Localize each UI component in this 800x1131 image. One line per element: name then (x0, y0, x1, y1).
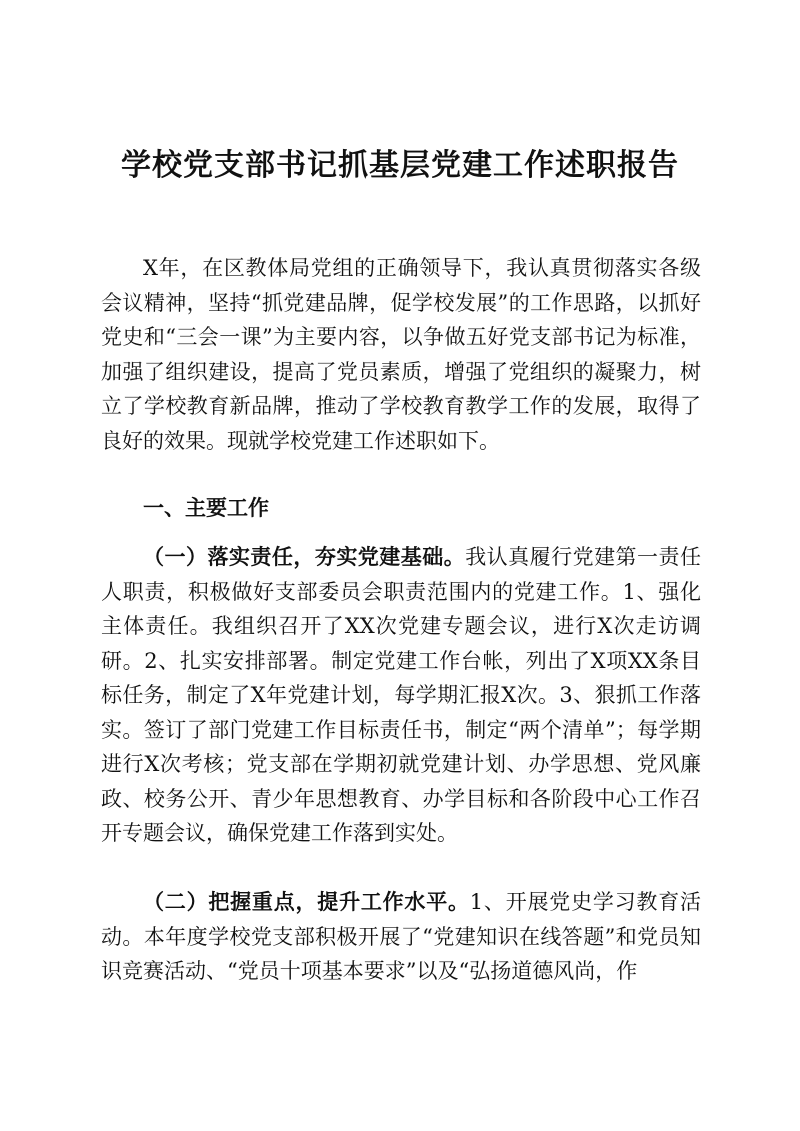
item-1-lead: （一）落实责任，夯实党建基础。 (143, 545, 466, 569)
document-title: 学校党支部书记抓基层党建工作述职报告 (121, 148, 679, 183)
section-heading-main-work: 一、主要工作 (143, 496, 269, 520)
item-1-body: 我认真履行党建第一责任人职责，积极做好支部委员会职责范围内的党建工作。1、强化主体责任。我组织召开了XX次党建专题会议，进行X次走访调研。2、扎实安排部署。制定党建工作台帐，列出了X项XX条目标任务，制定了X年党建计划，每学期汇报X次。3、狠抓工作落实。签订了部门党建工作目标责任书，制定“两个清单”；每学期进行X次考核；党支部在学期初就党建计划、办学思想、党风廉政、校务公开、青少年思想教育、办学目标和各阶段中心工作召开专题会议，确保党建工作落到实处。 (101, 545, 702, 845)
item-2-body: 1、开展党史学习教育活动。本年度学校党支部积极开展了“党建知识在线答题”和党员知识竞赛活动、“党员十项基本要求”以及“弘扬道德风尚，作 (101, 890, 701, 983)
item-2-lead: （二）把握重点，提升工作水平。 (143, 890, 470, 914)
intro-paragraph: X年，在区教体局党组的正确领导下，我认真贯彻落实各级会议精神，坚持“抓党建品牌，促学校发展”的工作思路，以抓好党史和“三会一课”为主要内容，以争做五好党支部书记为标准，加强了组织建设，提高了党员素质，增强了党组织的凝聚力，树立了学校教育新品牌，推动了学校教育教学工作的发展，取得了良好的效果。现就学校党建工作述职如下。 (101, 256, 701, 453)
paragraph-item-2 (101, 885, 701, 989)
paragraph-item-1 (101, 540, 701, 851)
